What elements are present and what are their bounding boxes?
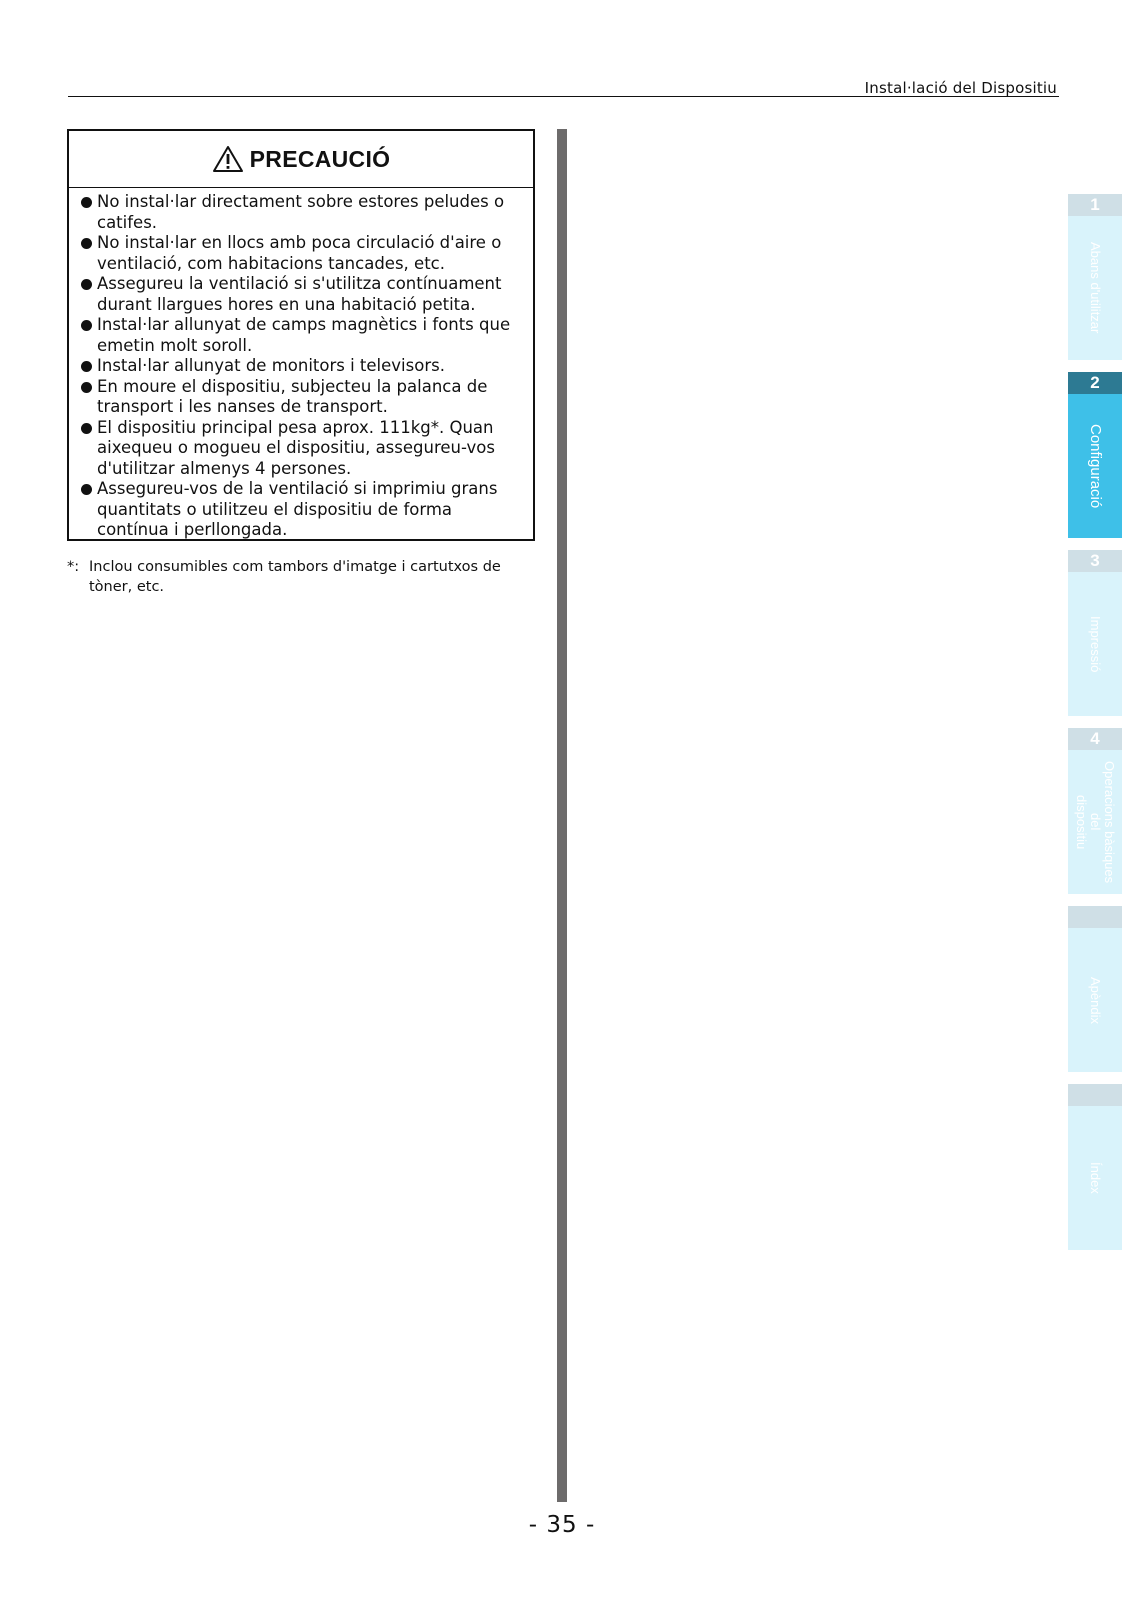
caution-item-text: No instal·lar en llocs amb poca circulació d'aire o ventilació, com habitacions tancades, etc. xyxy=(97,233,502,273)
side-tab-operacions-basiques[interactable] xyxy=(1068,728,1122,894)
caution-item xyxy=(81,233,525,274)
caution-item-text: Instal·lar allunyat de camps magnètics i fonts que emetin molt soroll. xyxy=(97,315,511,355)
caution-item xyxy=(81,418,525,480)
side-tab-abans-dutilitzar[interactable] xyxy=(1068,194,1122,360)
caution-item xyxy=(81,274,525,315)
warning-triangle-icon xyxy=(212,145,244,173)
side-tab-apendix[interactable] xyxy=(1068,906,1122,1072)
tab-label: Abans d'utilitzar xyxy=(1088,242,1103,334)
tab-label: Apèndix xyxy=(1088,976,1103,1024)
caution-box xyxy=(67,129,535,541)
tab-number: 1 xyxy=(1068,194,1122,216)
caution-item-text: Assegureu-vos de la ventilació si imprimiu grans quantitats o utilitzeu el dispositiu de forma contínua i perllongada. xyxy=(97,479,498,539)
side-tab-configuracio[interactable] xyxy=(1068,372,1122,538)
caution-header xyxy=(69,131,533,188)
tab-label: Configuració xyxy=(1087,423,1104,509)
bullet-icon xyxy=(81,484,92,495)
running-header-title: Instal·lació del Dispositiu xyxy=(864,79,1057,97)
caution-item xyxy=(81,356,525,377)
tab-label: Impressió xyxy=(1088,615,1103,673)
bullet-icon xyxy=(81,361,92,372)
caution-list xyxy=(69,188,533,541)
caution-item xyxy=(81,479,525,541)
caution-item xyxy=(81,315,525,356)
footnote xyxy=(67,557,537,597)
bullet-icon xyxy=(81,197,92,208)
caution-item xyxy=(81,377,525,418)
caution-item-text: El dispositiu principal pesa aprox. 111kg*. Quan aixequeu o mogueu el dispositiu, assegureu-vos d'utilitzar almenys 4 persones. xyxy=(97,417,495,478)
footnote-line-2: tòner, etc. xyxy=(89,579,165,595)
caution-item-text: En moure el dispositiu, subjecteu la palanca de transport i les nanses de transport. xyxy=(97,376,488,416)
page-number: - 35 - xyxy=(528,1512,596,1538)
caution-title: PRECAUCIÓ xyxy=(249,145,391,172)
caution-item-text: Assegureu la ventilació si s'utilitza contínuament durant llargues hores en una habitació petita. xyxy=(97,274,502,314)
caution-item xyxy=(81,192,525,233)
tab-number xyxy=(1068,1084,1122,1106)
tab-number: 4 xyxy=(1068,728,1122,750)
tab-number xyxy=(1068,906,1122,928)
bullet-icon xyxy=(81,382,92,393)
bullet-icon xyxy=(81,320,92,331)
side-tab-index[interactable] xyxy=(1068,1084,1122,1250)
bullet-icon xyxy=(81,423,92,434)
bullet-icon xyxy=(81,238,92,249)
tab-number: 2 xyxy=(1068,372,1122,394)
footnote-mark: *: xyxy=(67,559,80,575)
footnote-line-1: Inclou consumibles com tambors d'imatge i cartutxos de xyxy=(89,559,501,575)
tab-label: Índex xyxy=(1088,1162,1103,1194)
tab-number: 3 xyxy=(1068,550,1122,572)
caution-item-text: Instal·lar allunyat de monitors i televisors. xyxy=(97,356,445,375)
side-tab-impressio[interactable] xyxy=(1068,550,1122,716)
caution-item-text: No instal·lar directament sobre estores peludes o catifes. xyxy=(97,192,505,232)
bullet-icon xyxy=(81,279,92,290)
header-rule xyxy=(68,96,1059,97)
tab-label: Operacions bàsiques del dispositiu xyxy=(1074,760,1117,884)
column-divider xyxy=(557,129,567,1502)
